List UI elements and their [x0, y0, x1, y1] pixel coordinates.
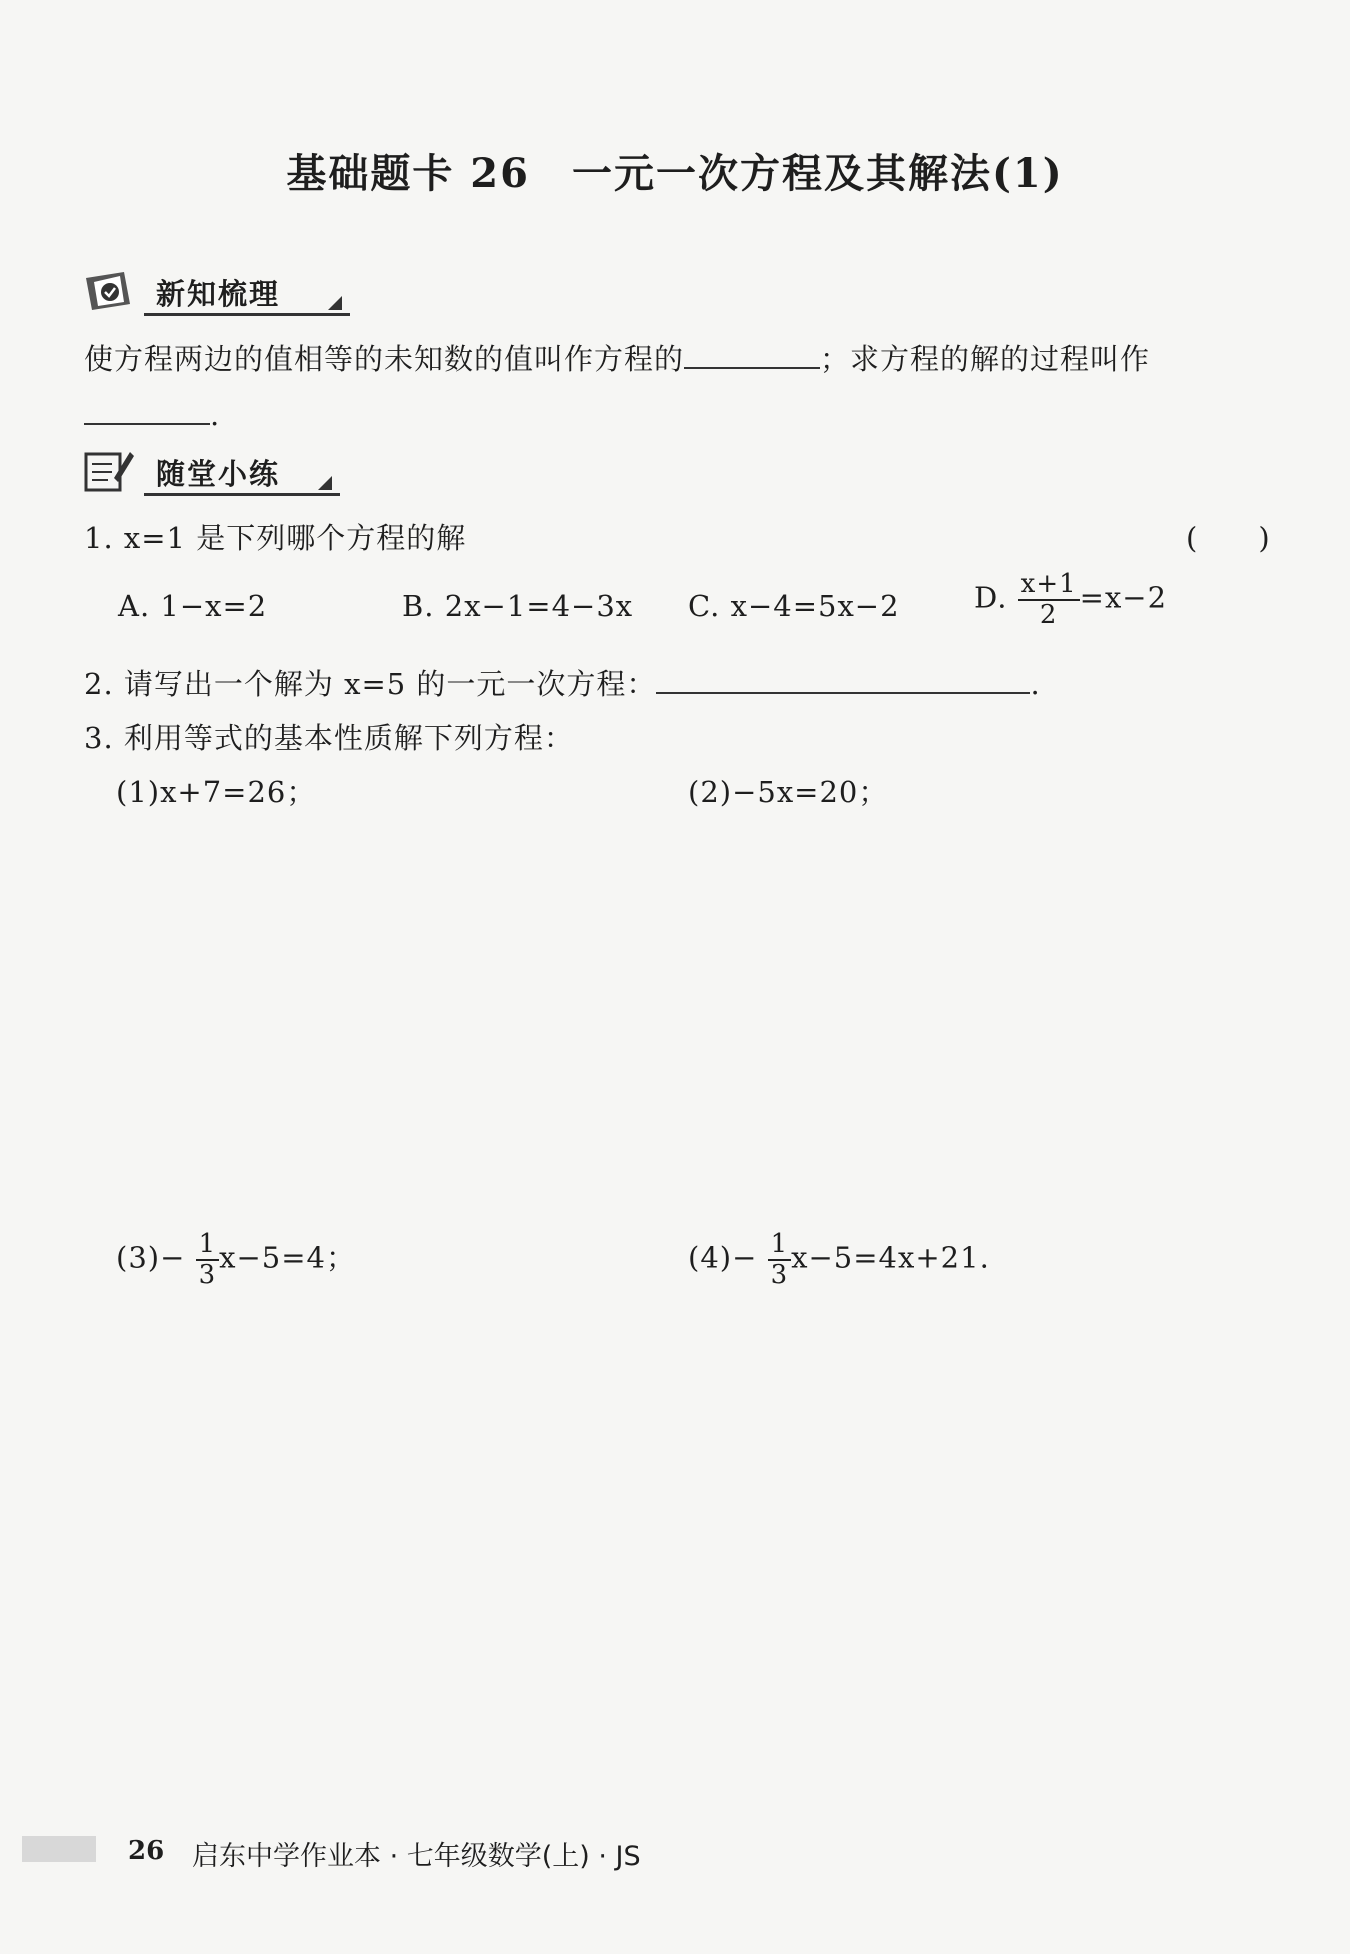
section-marker-triangle: [328, 296, 342, 310]
question-3-stem: 3. 利用等式的基本性质解下列方程：: [84, 721, 574, 755]
question-3-part-3: (3)− $\frac{1}{3}$ x−5=4；: [116, 1229, 357, 1290]
section-marker-triangle: [318, 476, 332, 490]
option-a[interactable]: A. 1−x=2: [118, 589, 268, 623]
section-label: 随堂小练: [156, 457, 281, 491]
answer-blank-1[interactable]: [684, 345, 820, 369]
fraction: $\frac{1}{3}$: [196, 1230, 220, 1289]
question-3-part-1: (1)x+7=26；: [116, 775, 317, 809]
page-title: 基础题卡 26 一元一次方程及其解法(1): [286, 150, 1064, 197]
page-number: 26: [128, 1836, 165, 1866]
notebook-pen-icon: [84, 448, 136, 492]
fraction: $\frac{1}{3}$: [768, 1230, 792, 1289]
definition-line-1: 使方程两边的值相等的未知数的值叫作方程的 ；求方程的解的过程叫作: [84, 342, 1151, 376]
question-3-part-4: (4)− $\frac{1}{3}$ x−5=4x+21.: [688, 1229, 990, 1290]
book-title: 启东中学作业本 · 七年级数学(上) · JS: [192, 1841, 641, 1872]
section-header-new-knowledge: [84, 268, 354, 316]
section-underline: [144, 313, 350, 316]
camera-book-icon: [84, 268, 136, 312]
definition-line-2: .: [84, 398, 220, 432]
fraction: $\frac{x+1}{2}$: [1018, 570, 1080, 629]
answer-blank-q2[interactable]: [656, 670, 1030, 694]
section-label: 新知梳理: [156, 277, 281, 311]
option-d[interactable]: D. $\frac{x+1}{2}$ =x−2: [974, 569, 1168, 630]
option-c[interactable]: C. x−4=5x−2: [688, 589, 900, 623]
section-header-practice: [84, 448, 344, 496]
question-2-stem: 2. 请写出一个解为 x=5 的一元一次方程： .: [84, 667, 1041, 701]
question-1-stem: 1. x=1 是下列哪个方程的解: [84, 521, 467, 555]
question-1-answer-paren[interactable]: ( ): [1186, 521, 1271, 555]
footer-gray-tab: [22, 1836, 96, 1862]
answer-blank-2[interactable]: [84, 401, 210, 425]
option-b[interactable]: B. 2x−1=4−3x: [402, 589, 634, 623]
question-3-part-2: (2)−5x=20；: [688, 775, 889, 809]
section-underline: [144, 493, 340, 496]
